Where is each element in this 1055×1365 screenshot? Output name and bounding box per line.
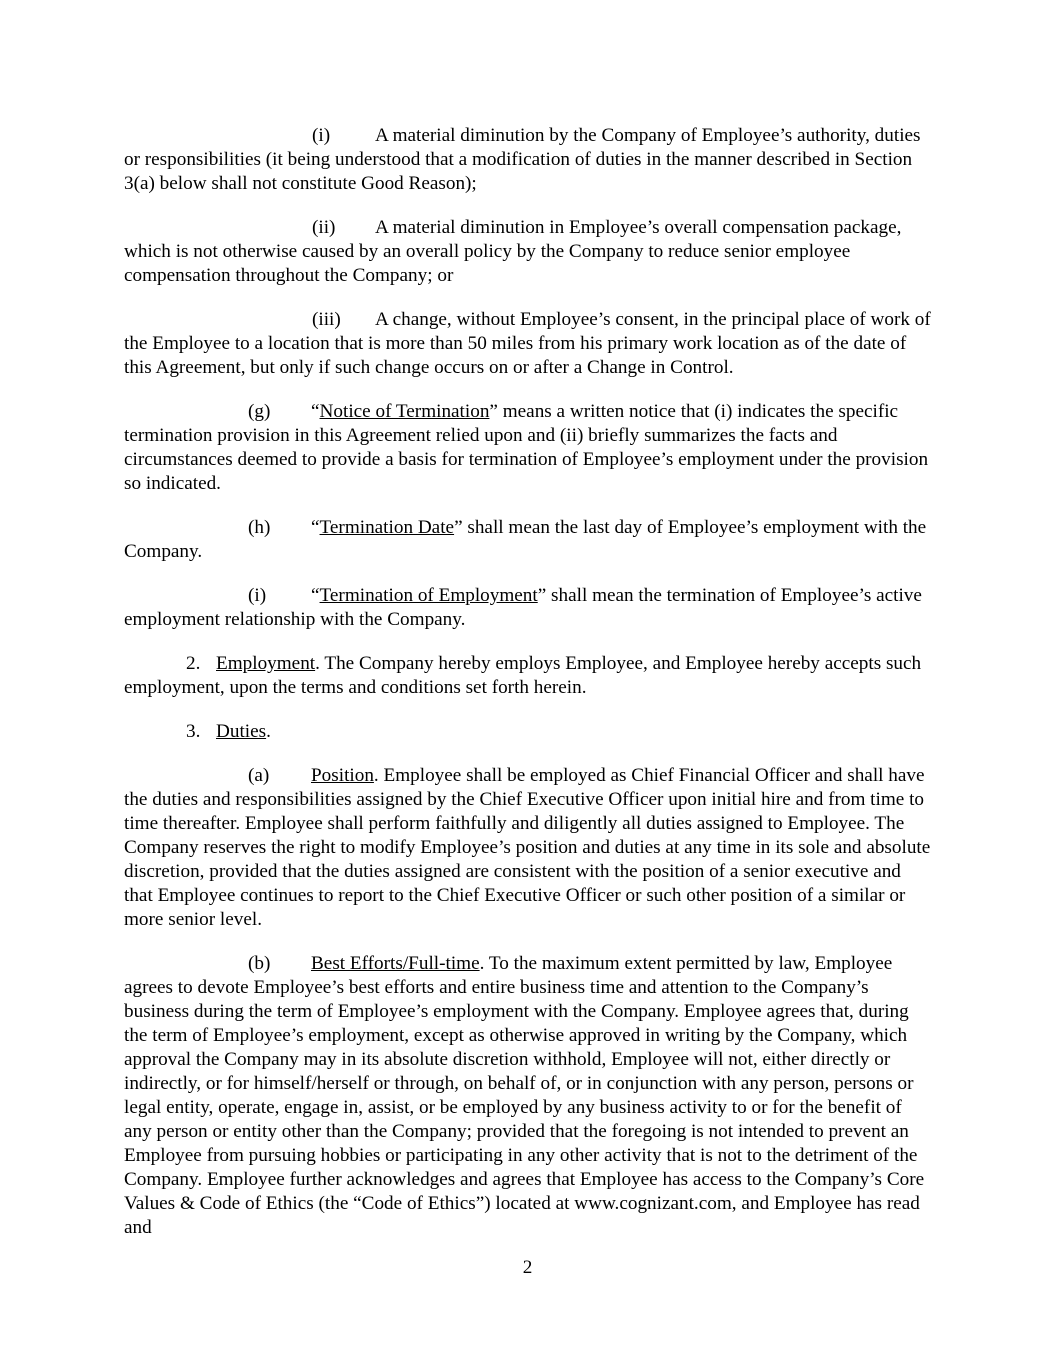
section-heading: Duties [216,721,267,742]
clause-termination-of-employment [0,584,934,632]
section-text: . [266,721,271,742]
clause-termination-date [0,516,934,564]
page-number: 2 [522,1257,533,1278]
clause-label: (g) [248,401,271,422]
clause-label: (i) [312,125,331,146]
section-employment [0,652,934,700]
section-duties [0,720,934,744]
clause-text: . Employee shall be employed as Chief Financial Officer and shall have the duties and responsibilities assigned by the Chief Executive Officer upon initial hire and from time to time thereafter. Employee shall perform faithfully and diligently all duties assigned to Employee. The Company reserves the right to modify Employee’s position and duties at any time in its sole and absolute discretion, provided that the duties assigned are consistent with the position of a senior executive and that Employee continues to report to the Chief Executive Officer or such other position of a similar or more senior level. [124,765,931,930]
clause-position [0,764,934,932]
section-heading: Employment [216,653,316,674]
clause-good-reason-ii [0,216,934,288]
clause-heading: Position [311,765,374,786]
clause-text: A material diminution in Employee’s overall compensation package, which is not otherwise caused by an overall policy by the Company to reduce senior employee compensation throughout the Company; or [124,217,902,286]
open-quote: “ [311,401,320,422]
section-text: . The Company hereby employs Employee, and Employee hereby accepts such employment, upon the terms and conditions set forth herein. [124,653,922,698]
section-number: 2. [186,653,201,674]
clause-notice-of-termination [0,400,934,496]
defined-term: Termination Date [319,517,455,538]
clause-text: A change, without Employee’s consent, in the principal place of work of the Employee to a location that is more than 50 miles from his primary work location as of the date of this Agreement, but only if such change occurs on or after a Change in Control. [124,309,931,378]
clause-label: (b) [248,953,271,974]
clause-label: (ii) [312,217,336,238]
clause-text: ” shall mean the last day of Employee’s employment with the Company. [124,517,927,562]
clause-text: . To the maximum extent permitted by law, Employee agrees to devote Employee’s best efforts and entire business time and attention to the Company’s business during the term of Employee’s employment with the Company. Employee agrees that, during the term of Employee’s employment, except as otherwise approved in writing by the Company, which approval the Company may in its absolute discretion withhold, Employee will not, either directly or indirectly, or for himself/herself or through, on behalf of, or in conjunction with any person, persons or legal entity, operate, engage in, assist, or be employed by any business activity to or for the benefit of any person or entity other than the Company; provided that the foregoing is not intended to prevent an Employee from pursuing hobbies or participating in any other activity that is not to the detriment of the Company. Employee further acknowledges and agrees that Employee has access to the Company’s Core Values & Code of Ethics (the “Code of Ethics”) located at www.cognizant.com, and Employee has read and [124,953,925,1238]
clause-good-reason-i [0,124,934,196]
clause-label: (iii) [312,309,341,330]
clause-text: ” shall mean the termination of Employee’s active employment relationship with the Company. [124,585,922,630]
clause-good-reason-iii [0,308,934,380]
clause-label: (i) [248,585,267,606]
clause-heading: Best Efforts/Full-time [311,953,480,974]
clause-text: A material diminution by the Company of Employee’s authority, duties or responsibilities (it being understood that a modification of duties in the manner described in Section 3(a) below shall not constitute Good Reason); [124,125,921,194]
defined-term: Notice of Termination [319,401,490,422]
clause-label: (a) [248,765,270,786]
clause-best-efforts [0,952,934,1240]
defined-term: Termination of Employment [319,585,538,606]
document-body [124,124,934,1260]
open-quote: “ [311,517,320,538]
open-quote: “ [311,585,320,606]
clause-text: ” means a written notice that (i) indicates the specific termination provision in this Agreement relied upon and (ii) briefly summarizes the facts and circumstances deemed to provide a basis for termination of Employee’s employment under the provision so indicated. [124,401,929,494]
section-number: 3. [186,721,201,742]
clause-label: (h) [248,517,271,538]
